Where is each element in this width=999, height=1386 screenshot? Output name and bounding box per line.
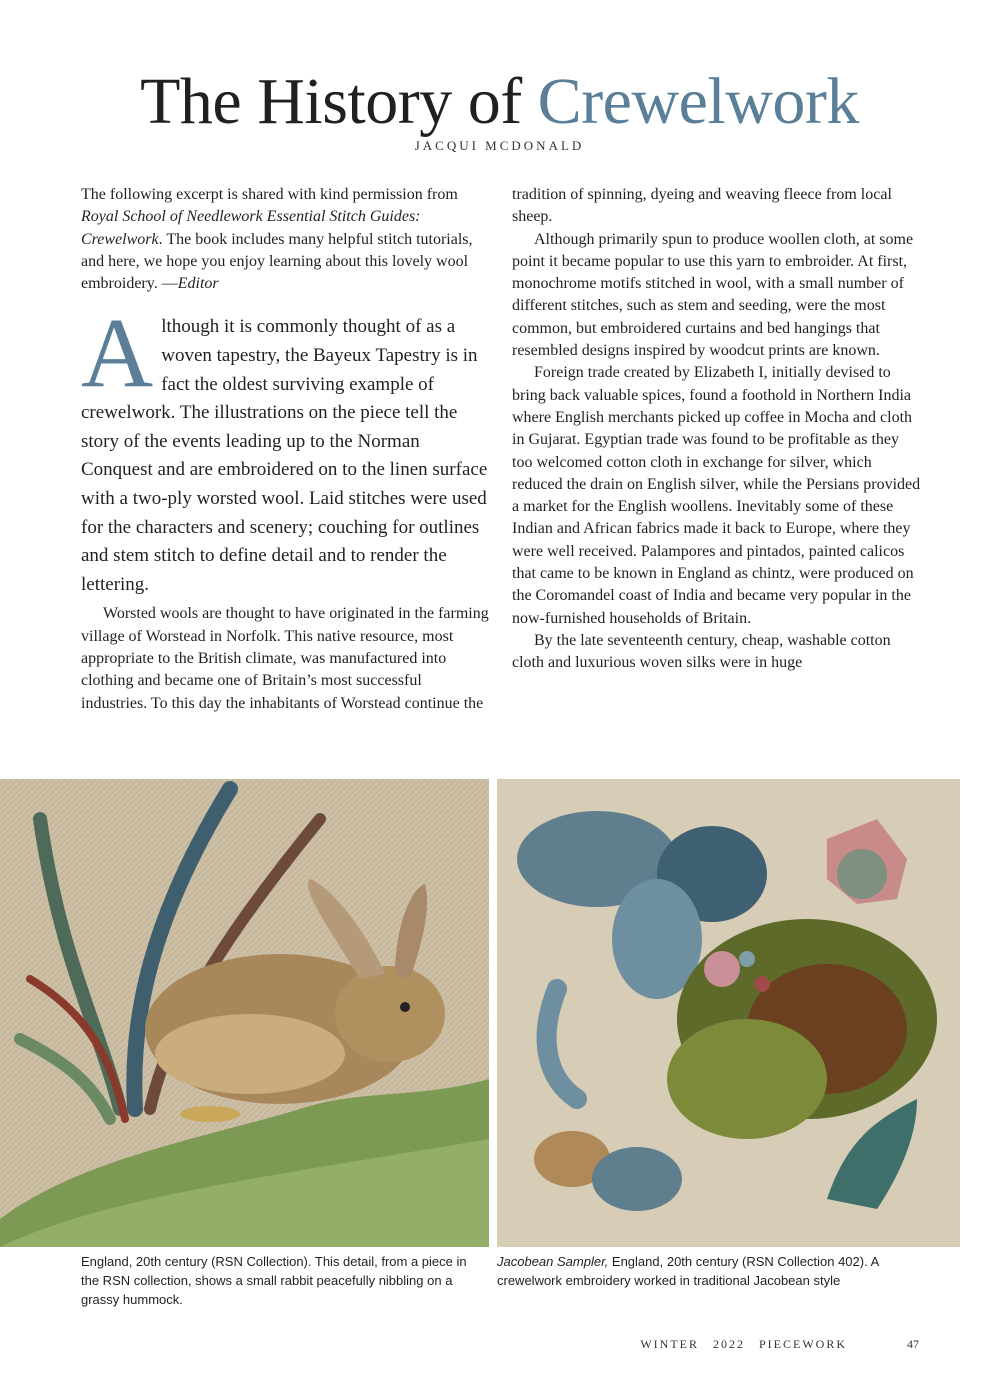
editor-note bbox=[81, 184, 489, 295]
book-title: Royal School of Needlework Essential Stitch Guides: Crewelwork bbox=[81, 208, 421, 248]
caption-rabbit: England, 20th century (RSN Collection). This detail, from a piece in the RSN collection, shows a small rabbit peacefully nibbling on a grassy hummock. bbox=[81, 1254, 467, 1307]
footer-magazine: PIECEWORK bbox=[759, 1337, 847, 1351]
body-paragraph: Although primarily spun to produce woollen cloth, at some point it became popular to use this yarn to embroider. At first, monochrome motifs stitched in wool, with a small number of different stitches, such as stem and seeding, were the most common, but embroidered curtains and bed hangings that resembled designs inspired by woodcut prints are known. bbox=[512, 230, 914, 360]
body-paragraph: Worsted wools are thought to have originated in the farming village of Worstead in Norfolk. This native resource, most appropriate to the British climate, was manufactured into clothing and became one of Britain’s most successful industries. To this day the inhabitants of Worstead continue the bbox=[81, 605, 489, 712]
title-part-1: The History of bbox=[140, 65, 538, 138]
body-paragraph-continued: tradition of spinning, dyeing and weaving fleece from local sheep. bbox=[512, 186, 892, 226]
footer-year: 2022 bbox=[713, 1337, 745, 1351]
body-paragraph: Foreign trade created by Elizabeth I, initially devised to bring back valuable spices, found a foothold in Northern India where English merchants picked up coffee in Mocha and cloth in Gujarat. Egyptian trade was found to be profitable as they too welcomed cotton cloth in exchange for silver, which reduced the drain on English silver, while the Persians provided a market for the English woollens. Inevitably some of these Indian and African fabrics made it back to Europe, where they were well received. Palampores and pintados, painted calicos that came to be known in England as chintz, were produced on the Coromandel coast of India and became very popular in the now-furnished households of Britain. bbox=[512, 364, 921, 627]
editor-note-text-1: The following excerpt is shared with kind permission from bbox=[81, 186, 458, 203]
page-footer bbox=[626, 1337, 919, 1352]
footer-season: WINTER bbox=[640, 1337, 699, 1351]
right-column bbox=[512, 184, 922, 675]
caption-sampler bbox=[497, 1252, 897, 1290]
lead-text: lthough it is commonly thought of as a woven tapestry, the Bayeux Tapestry is in fact the oldest surviving example of crewelwork. The illustrations on the piece tell the story of the events leading up to the Norman Conquest and are embroidered on to the linen surface with a two-ply worsted wool. Laid stitches were used for the characters and scenery; couching for outlines and stem stitch to define detail and to render the lettering. bbox=[81, 316, 488, 595]
left-column bbox=[81, 184, 489, 715]
byline: JACQUI MCDONALD bbox=[414, 138, 585, 153]
rabbit-embroidery-photo bbox=[0, 779, 489, 1247]
jacobean-sampler-photo bbox=[497, 779, 960, 1247]
page-number: 47 bbox=[907, 1337, 919, 1351]
article-title bbox=[0, 64, 999, 140]
caption-sampler-text: England, 20th century (RSN Collection 402). A crewelwork embroidery worked in traditional Jacobean style bbox=[497, 1254, 879, 1288]
editor-signature: Editor bbox=[177, 275, 219, 293]
drop-cap: A bbox=[81, 297, 154, 409]
lead-paragraph bbox=[81, 297, 489, 599]
editor-note-text-2: . The book includes many helpful stitch tutorials, and here, we hope you enjoy learning about this lovely wool embroidery. — bbox=[81, 230, 473, 293]
body-paragraph: By the late seventeenth century, cheap, washable cotton cloth and luxurious woven silks were in huge bbox=[512, 631, 891, 672]
title-part-2: Crewelwork bbox=[537, 65, 859, 138]
caption-sampler-title: Jacobean Sampler, bbox=[497, 1254, 609, 1269]
